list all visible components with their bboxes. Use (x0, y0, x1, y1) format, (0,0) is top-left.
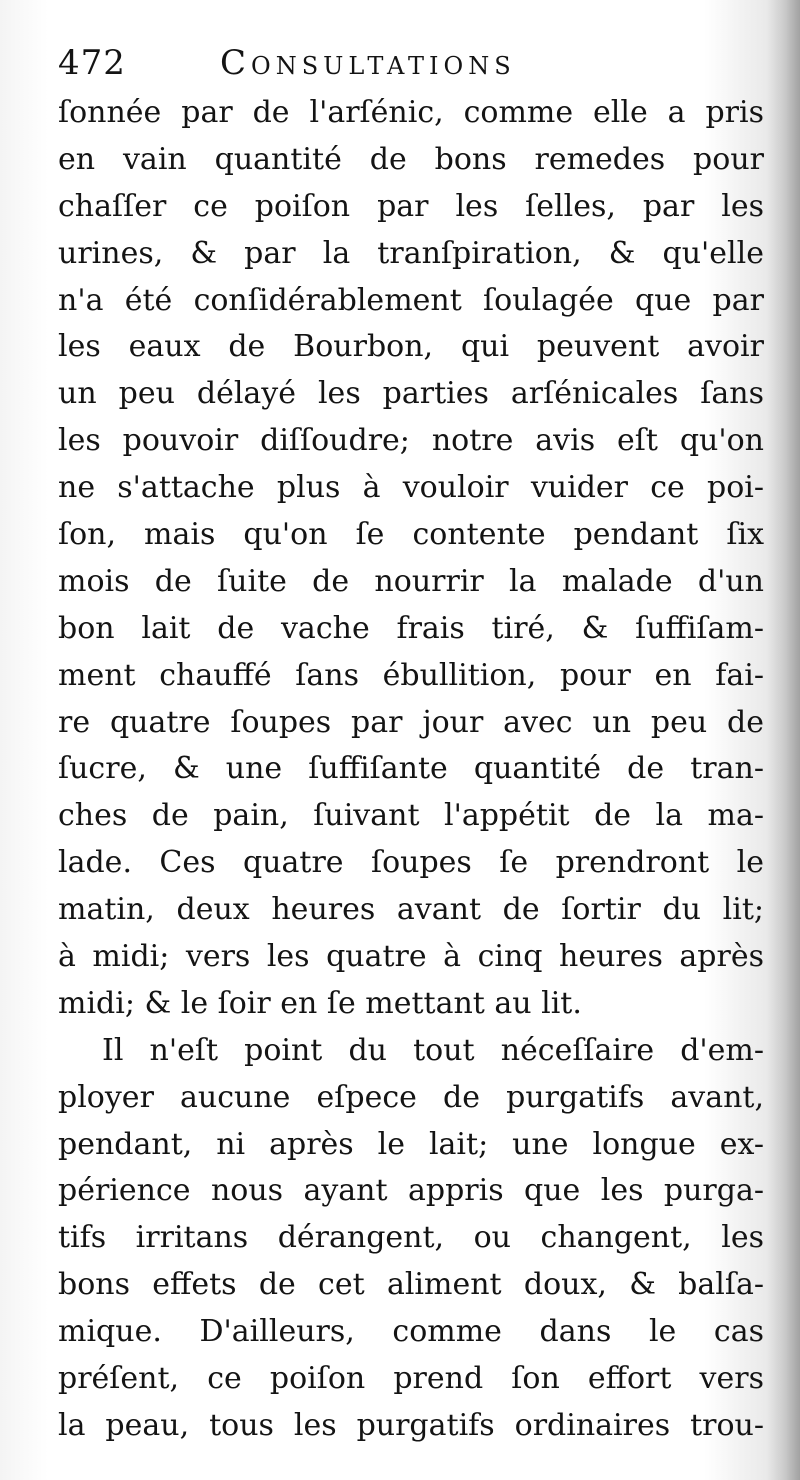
text-line: pendant, ni après le lait; une longue ex- (58, 1126, 764, 1162)
text-line: bon lait de vache frais tiré, & ſuffiſam- (58, 610, 764, 646)
text-line: bons effets de cet aliment doux, & balſa- (58, 1267, 764, 1303)
text-line: mique. D'ailleurs, comme dans le cas (58, 1314, 764, 1350)
text-line: ſonnée par de l'arſénic, comme elle a pris (58, 95, 764, 130)
text-line: ne s'attache plus à vouloir vuider ce poi- (58, 470, 764, 506)
text-line: re quatre ſoupes par jour avec un peu de (58, 704, 764, 740)
text-block (58, 36, 764, 1450)
text-line: matin, deux heures avant de ſortir du lit; (58, 892, 764, 928)
text-line: préſent, ce poiſon prend ſon effort vers (58, 1361, 764, 1397)
text-line: en vain quantité de bons remedes pour (58, 141, 764, 177)
text-line: les eaux de Bourbon, qui peuvent avoir (58, 329, 764, 365)
text-line: périence nous ayant appris que les purga- (58, 1173, 764, 1209)
page-number: 472 (58, 43, 126, 83)
text-line: urines, & par la tranſpiration, & qu'elle (58, 235, 764, 271)
text-line: lade. Ces quatre ſoupes ſe prendront le (58, 845, 764, 881)
text-line: la peau, tous les purgatifs ordinaires trou- (58, 1407, 764, 1443)
text-line: un peu délayé les parties arſénicales ſans (58, 376, 764, 412)
text-line: midi; & le ſoir en ſe mettant au lit. (58, 985, 582, 1021)
text-line: à midi; vers les quatre à cinq heures après (58, 939, 764, 975)
paragraph-1 (58, 90, 764, 1028)
text-line: chaſſer ce poiſon par les ſelles, par les (58, 188, 764, 224)
text-line: mois de ſuite de nourrir la malade d'un (58, 563, 764, 599)
text-line: ment chauffé ſans ébullition, pour en fai- (58, 657, 764, 693)
running-title: Consultations (220, 43, 516, 83)
text-line: ches de pain, ſuivant l'appétit de la ma- (58, 798, 764, 834)
text-line: ſucre, & une ſuffiſante quantité de tran- (58, 751, 764, 787)
text-line: les pouvoir diſſoudre; notre avis eſt qu'on (58, 423, 764, 459)
paragraph-2 (58, 1028, 764, 1450)
text-line: ployer aucune eſpece de purgatifs avant, (58, 1079, 764, 1115)
running-head (58, 36, 764, 90)
text-line: Il n'eſt point du tout néceſſaire d'em- (102, 1032, 764, 1068)
text-line: n'a été conſidérablement ſoulagée que par (58, 282, 764, 318)
text-line: ſon, mais qu'on ſe contente pendant ſix (58, 517, 764, 553)
page-gutter-shadow (766, 0, 800, 1480)
text-line: tifs irritans dérangent, ou changent, les (58, 1220, 764, 1256)
